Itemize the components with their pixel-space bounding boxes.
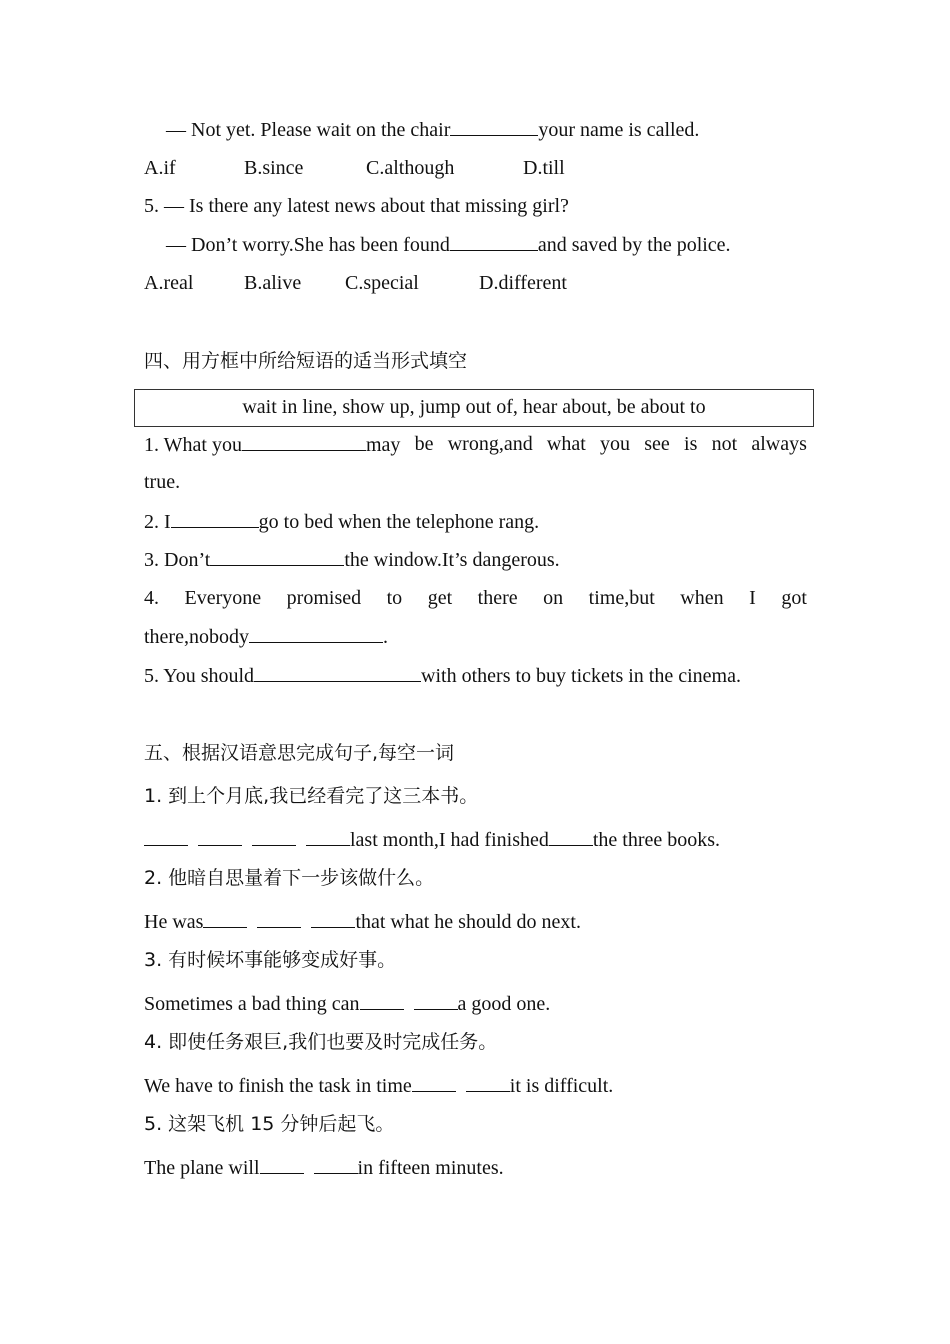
- s5-item3-cn: 3. 有时候坏事能够变成好事。: [144, 949, 397, 971]
- q4-blank[interactable]: [450, 117, 538, 136]
- s4-item4-word: time,but: [588, 587, 655, 609]
- q5-reply-end: and saved by the police.: [537, 234, 731, 256]
- s4-item1-word: see: [644, 433, 670, 455]
- q4-option-d[interactable]: D.till: [523, 157, 565, 179]
- s4-item1-line1: [144, 432, 807, 457]
- s5-item5-cn: 5. 这架飞机 15 分钟后起飞。: [144, 1113, 395, 1135]
- q5-reply: [166, 232, 731, 257]
- s5-item3-blank[interactable]: [360, 991, 404, 1010]
- q5-option-c[interactable]: C.special: [345, 272, 419, 294]
- s4-item4-word: Everyone: [184, 587, 262, 609]
- s5-item1-en: last month,I had finished the three books.: [144, 827, 720, 852]
- s4-item4-word: to: [386, 587, 403, 609]
- s5-item2-en: He was that what he should do next.: [144, 911, 581, 933]
- s4-item5: 5. You should with others to buy tickets in the cinema.: [144, 665, 741, 687]
- s4-item4-word: I: [749, 587, 756, 609]
- s4-item4-word: when: [680, 587, 724, 609]
- s4-item1-word: not: [711, 433, 738, 455]
- s4-item4-word: there: [477, 587, 518, 609]
- s5-item4-cn: 4. 即使任务艰巨,我们也要及时完成任务。: [144, 1031, 498, 1053]
- phrase-box: wait in line, show up, jump out of, hear about, be about to: [134, 389, 814, 427]
- q5-option-b[interactable]: B.alive: [244, 272, 302, 294]
- s5-item2-cn: 2. 他暗自思量着下一步该做什么。: [144, 867, 435, 889]
- s5-item1-blank[interactable]: [144, 827, 188, 846]
- s5-item3-blank[interactable]: [414, 991, 458, 1010]
- section5-heading: 五、根据汉语意思完成句子,每空一词: [144, 742, 455, 764]
- s4-item2-blank[interactable]: [171, 509, 259, 528]
- s4-item4-line2: there,nobody .: [144, 626, 388, 648]
- s4-item3: 3. Don’t the window.It’s dangerous.: [144, 549, 560, 571]
- q4-option-c[interactable]: C.although: [366, 157, 455, 179]
- s4-item1-start: 1. What you may: [144, 434, 401, 456]
- section4-heading: 四、用方框中所给短语的适当形式填空: [144, 350, 468, 372]
- q5-reply-text: — Don’t worry.She has been found: [166, 234, 450, 256]
- s4-item1-word: wrong,and: [447, 433, 533, 455]
- s4-item5-blank[interactable]: [254, 663, 421, 682]
- s5-item3-en: Sometimes a bad thing can a good one.: [144, 993, 551, 1015]
- q5-question: 5. — Is there any latest news about that missing girl?: [144, 195, 569, 217]
- q4-reply-text: — Not yet. Please wait on the chair: [166, 119, 451, 141]
- s5-item5-blank[interactable]: [260, 1155, 304, 1174]
- s5-item2-blank[interactable]: [311, 909, 355, 928]
- q4-reply: [166, 117, 699, 142]
- s4-item4-word: get: [427, 587, 453, 609]
- s4-item4-word: got: [781, 587, 807, 609]
- s5-item2-blank[interactable]: [203, 909, 247, 928]
- q5-option-a[interactable]: A.real: [144, 272, 194, 294]
- s4-item1-line2: true.: [144, 471, 181, 493]
- s5-item5-en: The plane will in fifteen minutes.: [144, 1157, 504, 1179]
- s4-item1-blank[interactable]: [242, 432, 366, 451]
- s4-item4-blank[interactable]: [249, 624, 383, 643]
- s5-item1-blank[interactable]: [198, 827, 242, 846]
- s5-item4-blank[interactable]: [466, 1073, 510, 1092]
- s4-item4-word: 4.: [144, 587, 159, 609]
- s5-item2-blank[interactable]: [257, 909, 301, 928]
- s4-item1-word: is: [684, 433, 698, 455]
- q4-option-b[interactable]: B.since: [244, 157, 304, 179]
- s5-item5-blank[interactable]: [314, 1155, 358, 1174]
- q4-reply-end: your name is called.: [538, 119, 700, 141]
- s4-item1-word: what: [546, 433, 586, 455]
- q4-option-a[interactable]: A.if: [144, 157, 176, 179]
- q5-blank[interactable]: [450, 232, 538, 251]
- s5-item1-blank[interactable]: [306, 827, 350, 846]
- s4-item1-word: always: [751, 433, 807, 455]
- s4-item1-word: you: [600, 433, 631, 455]
- s5-item4-en: We have to finish the task in time it is difficult.: [144, 1075, 614, 1097]
- s4-item4-word: on: [543, 587, 564, 609]
- s5-item1-blank[interactable]: [549, 827, 593, 846]
- s4-item3-blank[interactable]: [210, 547, 344, 566]
- s4-item4-line1: [144, 586, 807, 610]
- s4-item1-word: be: [414, 433, 434, 455]
- q5-option-d[interactable]: D.different: [479, 272, 567, 294]
- s5-item4-blank[interactable]: [412, 1073, 456, 1092]
- s4-item4-word: promised: [286, 587, 362, 609]
- s5-item1-cn: 1. 到上个月底,我已经看完了这三本书。: [144, 785, 479, 807]
- s5-item1-blank[interactable]: [252, 827, 296, 846]
- s4-item2: 2. I go to bed when the telephone rang.: [144, 511, 540, 533]
